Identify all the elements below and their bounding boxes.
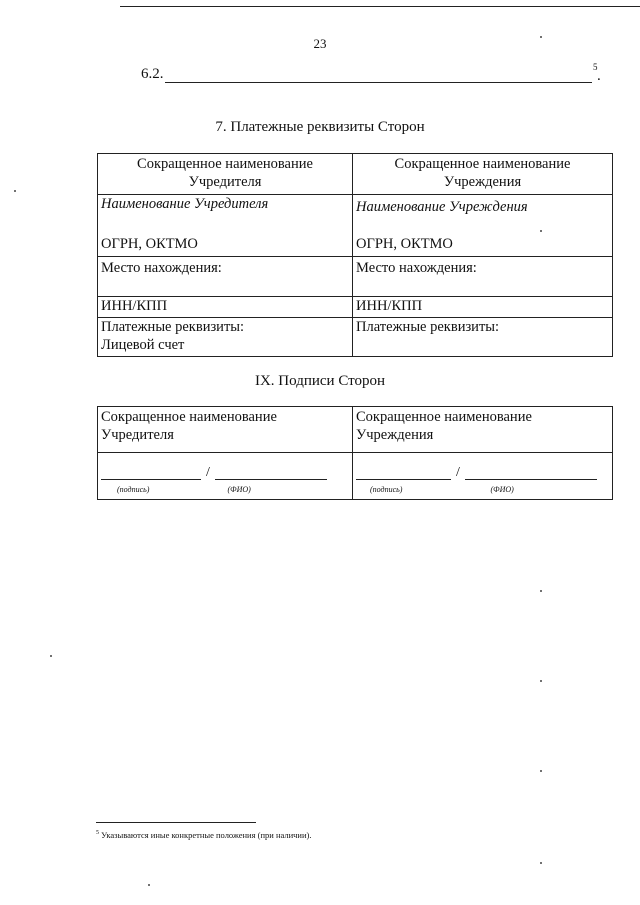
founder-fio-field bbox=[215, 465, 327, 480]
institution-header-line1: Сокращенное наименование bbox=[394, 156, 571, 172]
institution-signature-header-line2: Учреждения bbox=[356, 427, 434, 443]
institution-signature-header-cell bbox=[353, 407, 613, 453]
institution-payment-cell bbox=[353, 318, 613, 357]
table-header-row bbox=[98, 154, 613, 195]
founder-header-line1: Сокращенное наименование bbox=[137, 156, 313, 172]
scan-speck bbox=[14, 190, 16, 192]
table-row bbox=[98, 407, 613, 453]
table-row bbox=[98, 257, 613, 297]
scan-speck bbox=[540, 680, 542, 682]
founder-signature-field bbox=[101, 465, 201, 480]
clause-fill-line bbox=[165, 82, 592, 83]
founder-signature-line bbox=[101, 465, 349, 480]
institution-signature-header-line1: Сокращенное наименование bbox=[356, 409, 532, 425]
payment-details-table bbox=[97, 153, 613, 357]
clause-footnote-ref: 5 bbox=[593, 62, 598, 72]
signatures-table bbox=[97, 406, 613, 500]
section-7-title: 7. Платежные реквизиты Сторон bbox=[215, 119, 425, 135]
founder-signature-captions bbox=[101, 481, 349, 499]
founder-signature-header-line2: Учредителя bbox=[101, 427, 174, 443]
section-9-title: IX. Подписи Сторон bbox=[254, 373, 386, 389]
clause-end-mark: . bbox=[597, 68, 601, 84]
institution-name-cell bbox=[353, 195, 613, 257]
institution-signature-captions bbox=[356, 481, 609, 499]
founder-ogrn: ОГРН, ОКТМО bbox=[101, 236, 198, 252]
institution-fio-caption: (ФИО) bbox=[490, 485, 514, 494]
footnote-number: 5 bbox=[96, 830, 99, 837]
institution-location-cell bbox=[353, 257, 613, 297]
founder-location-cell bbox=[98, 257, 353, 297]
table-row bbox=[98, 318, 613, 357]
institution-inn-cell bbox=[353, 297, 613, 318]
founder-name-cell bbox=[98, 195, 353, 257]
founder-fio-caption: (ФИО) bbox=[227, 485, 251, 494]
founder-header-cell bbox=[98, 154, 353, 195]
founder-signature-header-line1: Сокращенное наименование bbox=[101, 409, 277, 425]
founder-payment: Платежные реквизиты: bbox=[101, 319, 245, 335]
founder-signature-cell bbox=[98, 453, 353, 500]
institution-inn: ИНН/КПП bbox=[356, 298, 423, 314]
founder-inn-cell bbox=[98, 297, 353, 318]
scan-speck bbox=[540, 590, 542, 592]
institution-header-line2: Учреждения bbox=[443, 174, 522, 190]
institution-name: Наименование Учреждения bbox=[356, 199, 528, 215]
institution-signature-line bbox=[356, 465, 609, 480]
founder-account: Лицевой счет bbox=[101, 337, 185, 353]
top-rule bbox=[120, 6, 640, 7]
footnote-rule bbox=[96, 822, 256, 823]
founder-signature-header-cell bbox=[98, 407, 353, 453]
table-row bbox=[98, 297, 613, 318]
institution-fio-field bbox=[465, 465, 597, 480]
institution-payment: Платежные реквизиты: bbox=[356, 319, 500, 335]
table-row bbox=[98, 195, 613, 257]
footnote bbox=[96, 830, 311, 840]
clause-number: 6.2. bbox=[141, 66, 164, 82]
institution-location: Место нахождения: bbox=[356, 260, 477, 276]
scan-speck bbox=[540, 36, 542, 38]
table-row bbox=[98, 453, 613, 500]
scan-speck bbox=[50, 655, 52, 657]
institution-signature-separator: / bbox=[456, 465, 460, 480]
founder-inn: ИНН/КПП bbox=[101, 298, 168, 314]
institution-signature-field bbox=[356, 465, 451, 480]
scan-speck bbox=[540, 230, 542, 232]
institution-signature-cell bbox=[353, 453, 613, 500]
founder-location: Место нахождения: bbox=[101, 260, 222, 276]
founder-signature-caption: (подпись) bbox=[117, 485, 150, 494]
page-number: 23 bbox=[313, 36, 327, 51]
scan-speck bbox=[540, 862, 542, 864]
institution-header-cell bbox=[353, 154, 613, 195]
founder-signature-separator: / bbox=[206, 465, 210, 480]
founder-name: Наименование Учредителя bbox=[101, 196, 269, 212]
institution-signature-caption: (подпись) bbox=[370, 485, 403, 494]
scan-speck bbox=[148, 884, 150, 886]
scan-speck bbox=[540, 770, 542, 772]
footnote-text: Указываются иные конкретные положения (при наличии). bbox=[101, 830, 312, 840]
founder-payment-cell bbox=[98, 318, 353, 357]
institution-ogrn: ОГРН, ОКТМО bbox=[356, 236, 453, 252]
founder-header-line2: Учредителя bbox=[188, 174, 262, 190]
